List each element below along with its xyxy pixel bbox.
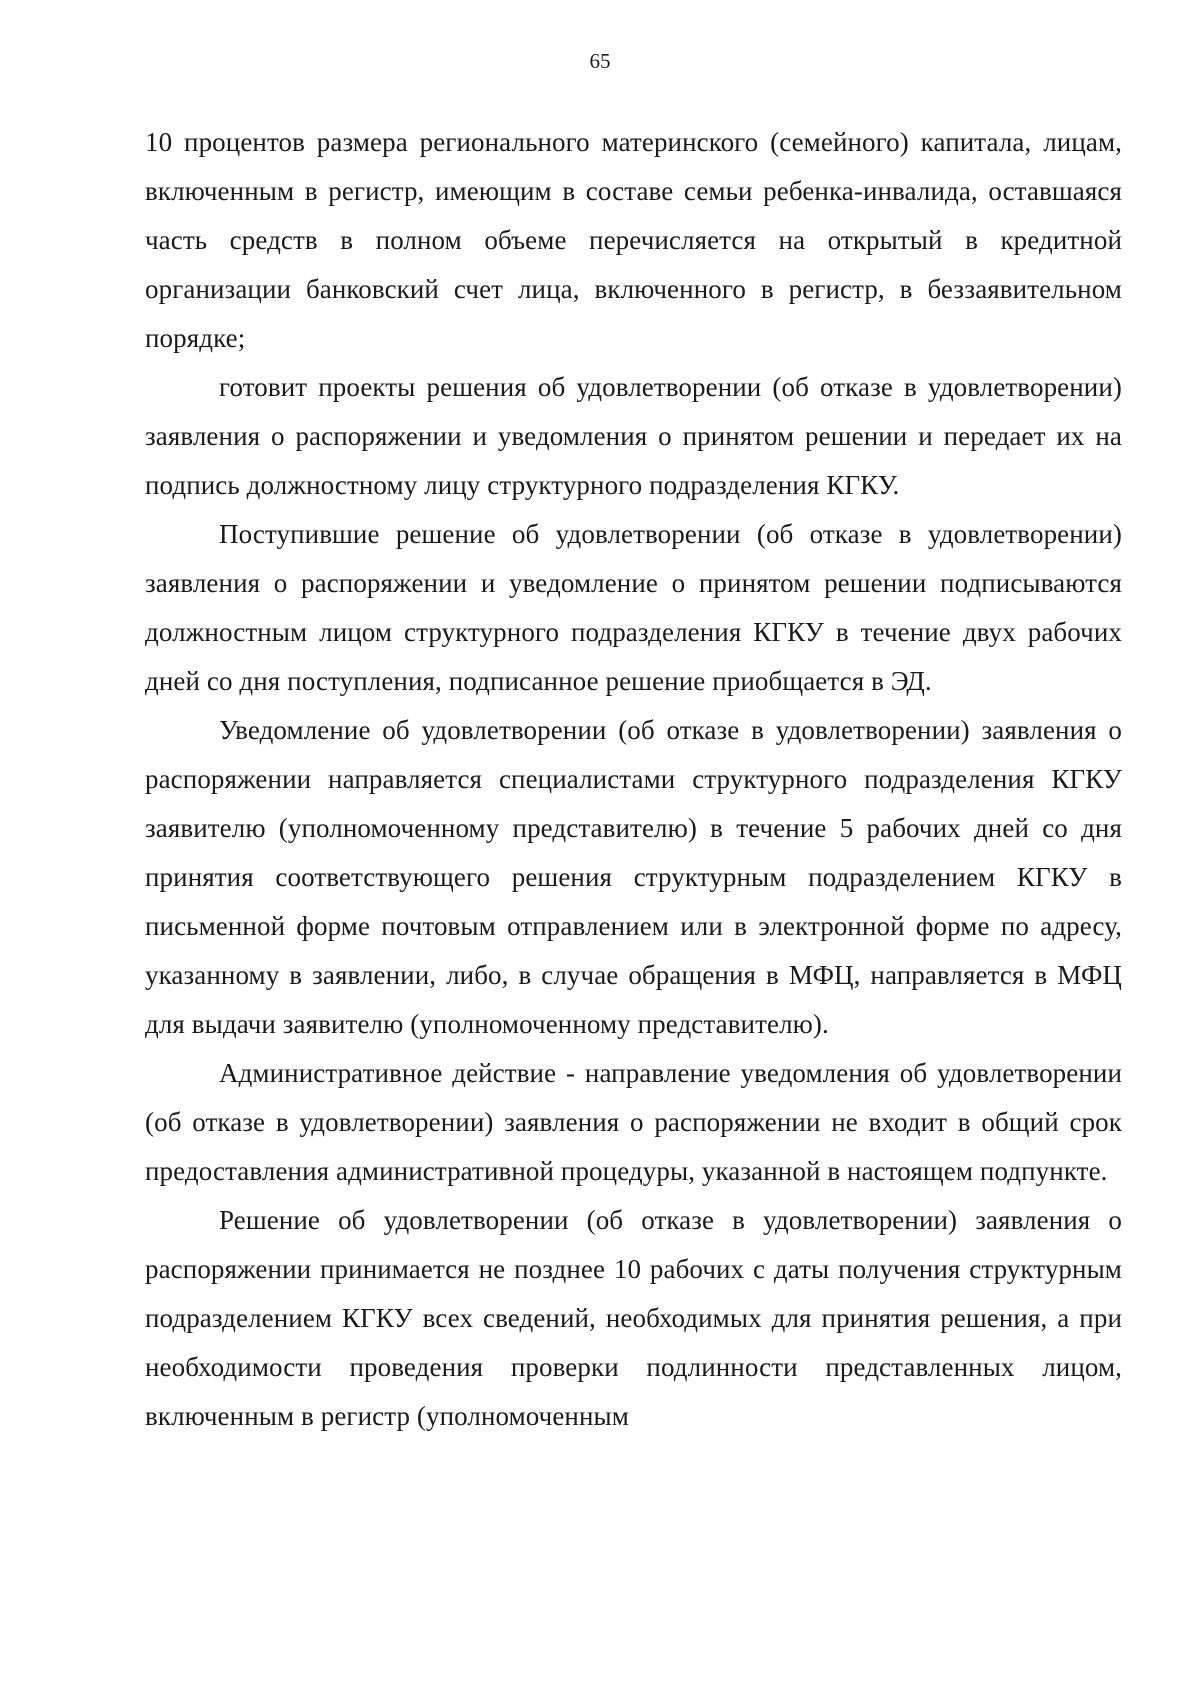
paragraph-4: Уведомление об удовлетворении (об отказе в удовлетворении) заявления о распоряжении направляется специалистами структурного подразделения КГКУ заявителю (уполномоченному представителю) в течение 5 рабочих дней со дня принятия соответствующего решения структурным подразделением КГКУ в письменной форме почтовым отправлением или в электронной форме по адресу, указанному в заявлении, либо, в случае обращения в МФЦ, направляется в МФЦ для выдачи заявителю (уполномоченному представителю). — [145, 715, 1122, 1039]
paragraph-6: Решение об удовлетворении (об отказе в удовлетворении) заявления о распоряжении принимается не позднее 10 рабочих с даты получения структурным подразделением КГКУ всех сведений, необходимых для принятия решения, а при необходимости проведения проверки подлинности представленных лицом, включенным в регистр (уполномоченным — [145, 1205, 1122, 1431]
paragraph-2: готовит проекты решения об удовлетворении (об отказе в удовлетворении) заявления о распоряжении и уведомления о принятом решении и передает их на подпись должностному лицу структурного подразделения КГКУ. — [145, 372, 1122, 500]
document-body — [145, 118, 1122, 1441]
page-number: 65 — [589, 49, 611, 73]
paragraph-3: Поступившие решение об удовлетворении (об отказе в удовлетворении) заявления о распоряжении и уведомление о принятом решении подписываются должностным лицом структурного подразделения КГКУ в течение двух рабочих дней со дня поступления, подписанное решение приобщается в ЭД. — [145, 519, 1122, 696]
paragraph-1: 10 процентов размера регионального материнского (семейного) капитала, лицам, включенным в регистр, имеющим в составе семьи ребенка-инвалида, оставшаяся часть средств в полном объеме перечисляется на открытый в кредитной организации банковский счет лица, включенного в регистр, в беззаявительном порядке; — [145, 127, 1122, 353]
paragraph-5: Административное действие - направление уведомления об удовлетворении (об отказе в удовлетворении) заявления о распоряжении не входит в общий срок предоставления административной процедуры, указанной в настоящем подпункте. — [145, 1058, 1122, 1186]
